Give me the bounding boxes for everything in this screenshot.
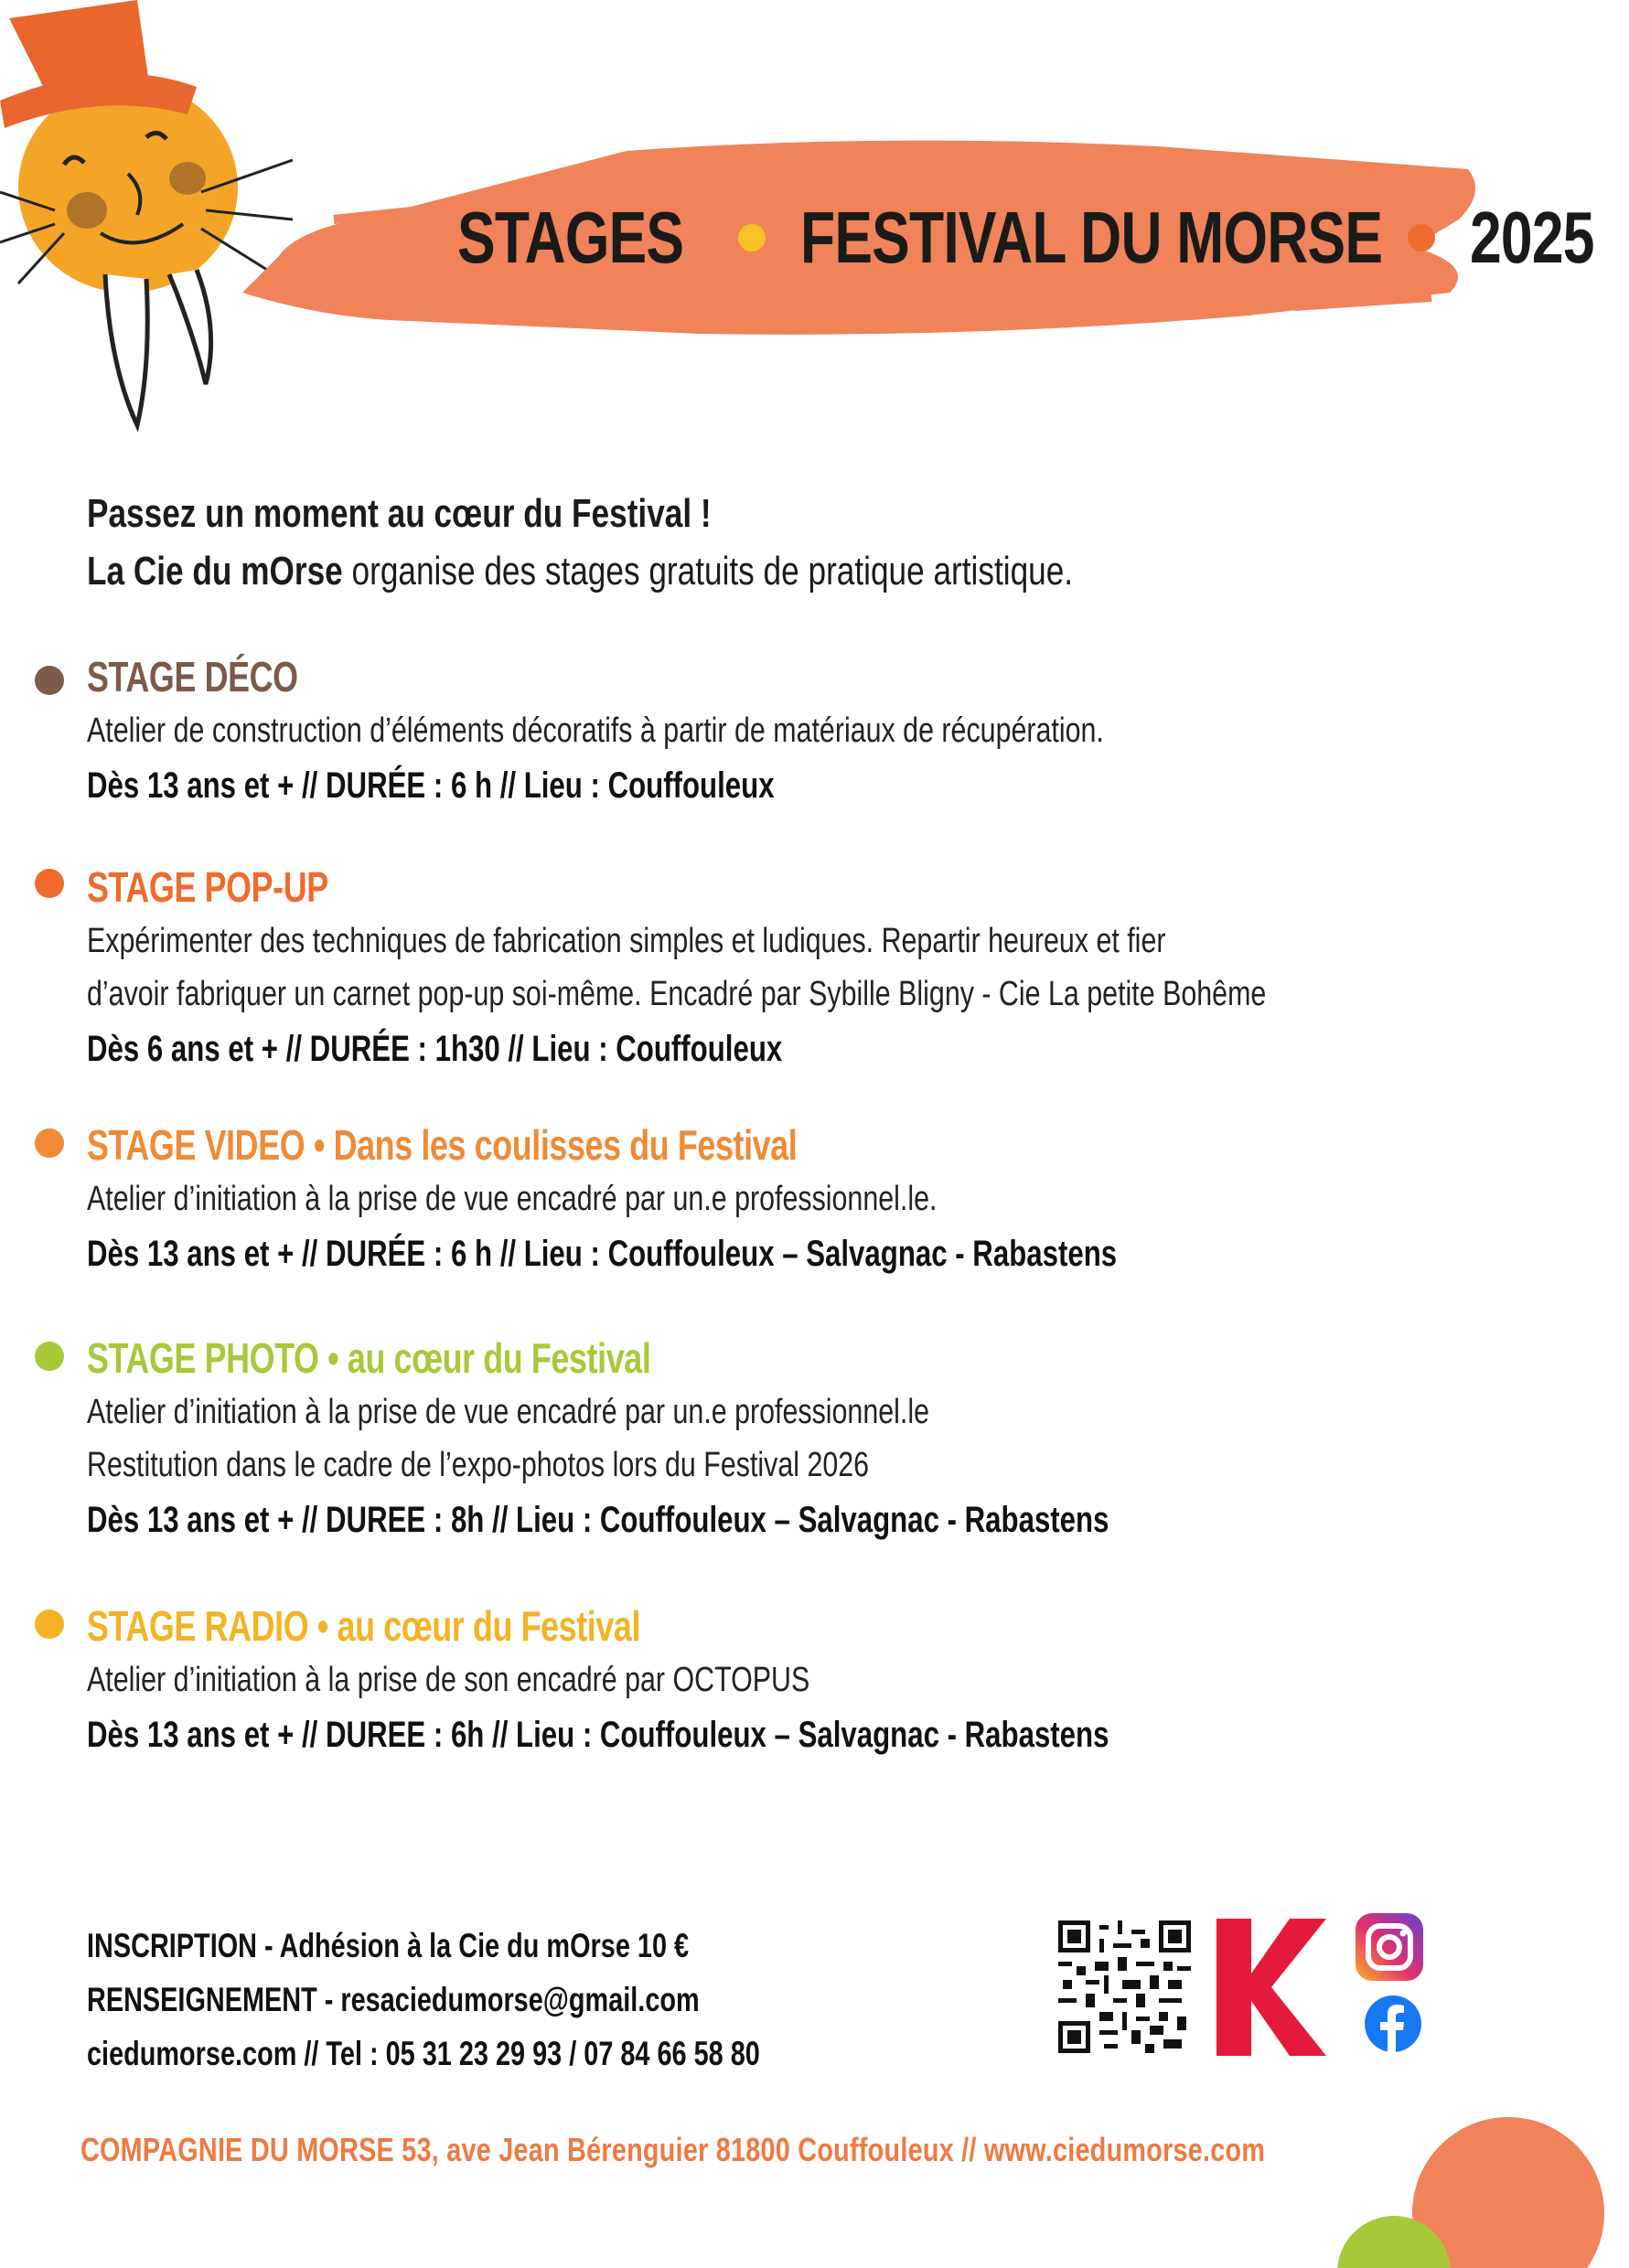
footer-website-phone[interactable]: ciedumorse.com // Tel : 05 31 23 29 93 / 07 84 66 58 80 <box>87 2035 760 2072</box>
qr-code-icon[interactable] <box>1058 1920 1191 2053</box>
stage-deco-info: Dès 13 ans et + // DURÉE : 6 h // Lieu : Couffouleux <box>87 765 775 806</box>
stage-video-info: Dès 13 ans et + // DURÉE : 6 h // Lieu : Couffouleux – Salvagnac - Rabastens <box>87 1234 1118 1274</box>
stage-video-title: STAGE VIDEO • Dans les coulisses du Festival <box>87 1121 798 1169</box>
stage-video-description: Atelier d’initiation à la prise de vue encadré par un.e professionnel.le. <box>87 1180 938 1218</box>
k-logo-icon[interactable] <box>1216 1919 1331 2056</box>
intro-company-name: La Cie du mOrse <box>87 549 343 594</box>
stage-photo <box>87 1331 1398 1548</box>
title-stages: STAGES <box>457 197 684 278</box>
stage-deco-title: STAGE DÉCO <box>87 653 298 701</box>
stage-popup <box>87 860 1561 1077</box>
footer-renseignement[interactable]: RENSEIGNEMENT - resaciedumorse@gmail.com <box>87 1981 700 2018</box>
title-year: 2025 <box>1469 197 1594 278</box>
page-title <box>457 197 1629 279</box>
stage-photo-description-2: Restitution dans le cadre de l’expo-photos lors du Festival 2026 <box>87 1446 870 1484</box>
title-dot-yellow-icon <box>738 224 766 251</box>
stage-deco-description: Atelier de construction d’éléments décoratifs à partir de matériaux de récupération. <box>87 711 1104 750</box>
stage-popup-info: Dès 6 ans et + // DURÉE : 1h30 // Lieu : Couffouleux <box>87 1029 783 1069</box>
stage-deco <box>87 649 1358 814</box>
facebook-icon[interactable] <box>1365 1995 1421 2052</box>
footer-contact-block <box>87 1919 949 2081</box>
decorative-corner-circles <box>1289 2113 1527 2268</box>
stage-photo-bullet-icon <box>35 1342 64 1371</box>
footer-address-text: COMPAGNIE DU MORSE 53, ave Jean Bérenguier 81800 Couffouleux // www.ciedumorse.com <box>80 2131 1266 2168</box>
stage-video <box>87 1118 1408 1282</box>
stage-radio-info: Dès 13 ans et + // DUREE : 6h // Lieu : Couffouleux – Salvagnac - Rabastens <box>87 1715 1109 1755</box>
stage-radio-description: Atelier d’initiation à la prise de son encadré par OCTOPUS <box>87 1661 810 1699</box>
stage-video-bullet-icon <box>35 1129 64 1158</box>
intro-line-2-rest: organise des stages gratuits de pratique artistique. <box>342 549 1074 594</box>
stage-photo-title: STAGE PHOTO • au cœur du Festival <box>87 1334 651 1382</box>
stage-popup-description-2: d’avoir fabriquer un carnet pop-up soi-même. Encadré par Sybille Bligny - Cie La petite Bohême <box>87 975 1267 1013</box>
footer-inscription: INSCRIPTION - Adhésion à la Cie du mOrse 10 € <box>87 1927 690 1964</box>
stage-photo-info: Dès 13 ans et + // DUREE : 8h // Lieu : Couffouleux – Salvagnac - Rabastens <box>87 1500 1109 1540</box>
intro-text <box>87 485 1320 600</box>
intro-line-1: Passez un moment au cœur du Festival ! <box>87 491 712 536</box>
stage-radio-bullet-icon <box>35 1610 64 1639</box>
instagram-icon[interactable] <box>1356 1913 1423 1981</box>
title-dot-orange-icon <box>1408 224 1435 251</box>
stage-radio <box>87 1599 1398 1763</box>
stage-deco-bullet-icon <box>35 666 64 695</box>
stage-photo-description-1: Atelier d’initiation à la prise de vue encadré par un.e professionnel.le <box>87 1393 930 1431</box>
intro-line-2 <box>87 542 1073 600</box>
stage-popup-description-1: Expérimenter des techniques de fabrication simples et ludiques. Repartir heureux et fier <box>87 922 1166 960</box>
stage-popup-title: STAGE POP-UP <box>87 863 328 911</box>
title-festival: FESTIVAL DU MORSE <box>800 197 1383 278</box>
stage-popup-bullet-icon <box>35 869 64 898</box>
stage-radio-title: STAGE RADIO • au cœur du Festival <box>87 1602 641 1650</box>
